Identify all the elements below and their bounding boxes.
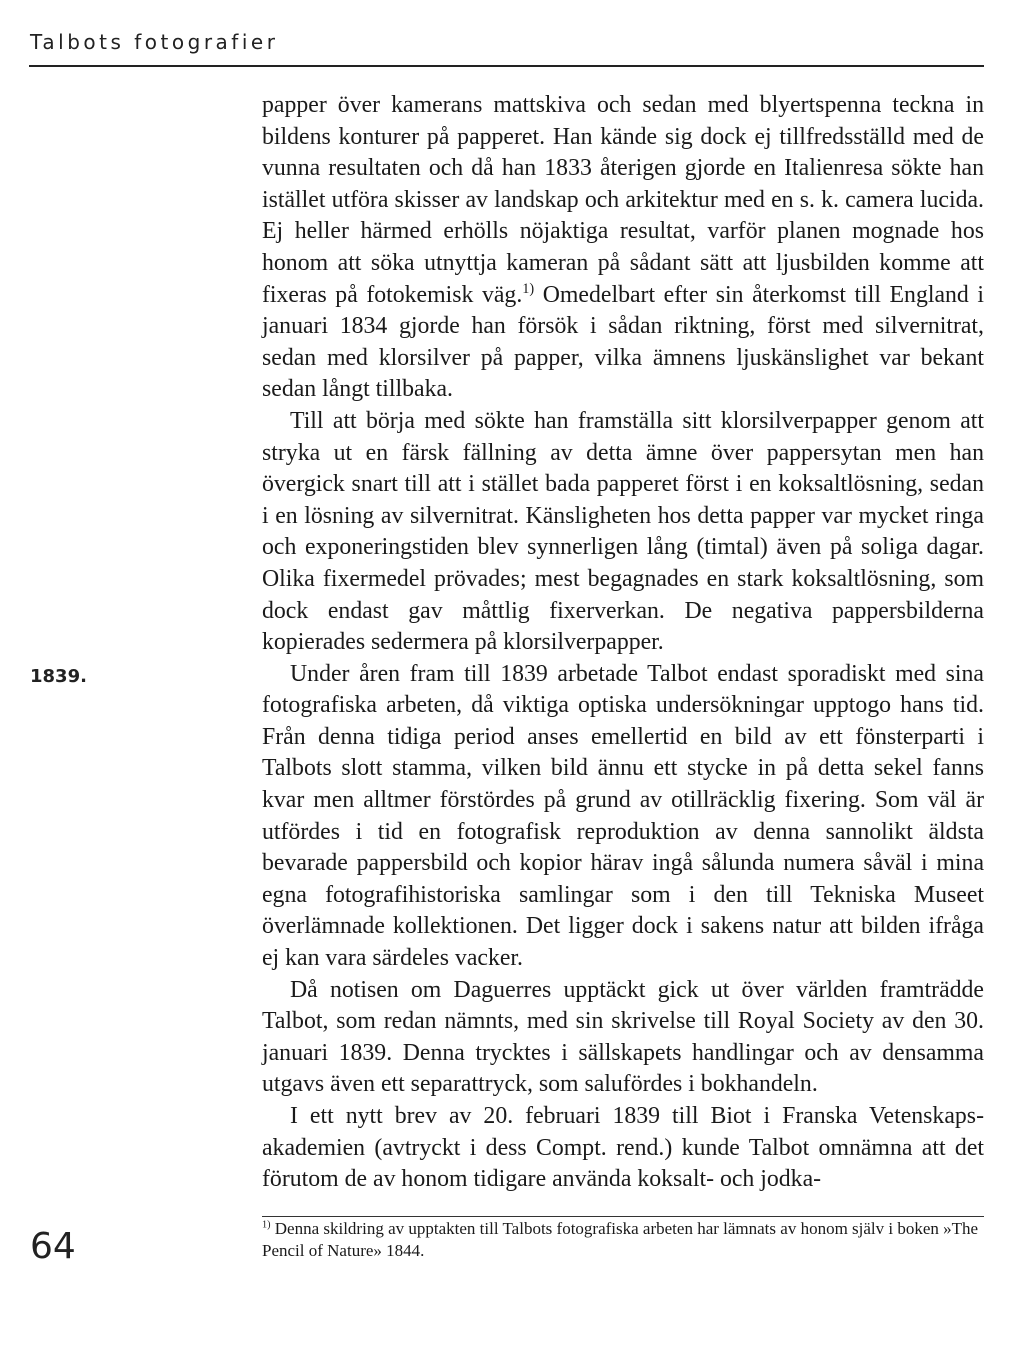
page-number: 64 xyxy=(30,1226,76,1267)
footnote-marker: 1) xyxy=(262,1219,271,1231)
paragraph-text: papper över kamerans mattskiva och sedan med blyertspenna teckna in bildens konturer på papperet. Han kände sig dock ej tillfredsställd med de vunna resultaten och då han 1833 återigen gjorde en Italienresa sökte han istället utföra skisser av landskap och arkitektur med en s. k. camera lucida. Ej heller härmed erhölls nöjaktiga resultat, varför planen mognade hos honom att söka utnyttja kameran på sådant sätt att ljusbilden komme att fixeras på fotokemisk väg. xyxy=(262,92,984,308)
paragraph: I ett nytt brev av 20. februari 1839 till Biot i Franska Vetenskapsakademien (avtryckt i dess Compt. rend.) kunde Talbot omnämna att det förutom de av honom tidigare använda koksalt- och jodka- xyxy=(262,1103,984,1193)
footnote-text: Denna skildring av upptakten till Talbots fotografiska arbeten har lämnats av honom själv i boken »The Pencil of Nature» 1844. xyxy=(262,1219,979,1260)
paragraph-text: Omedelbart efter sin återkomst till England i januari 1834 gjorde han försök i sådan riktning, först med silvernitrat, sedan med klorsilver på papper, vilka ämnens ljuskänslighet var bekant sedan långt tillbaka. xyxy=(262,281,984,403)
body-text xyxy=(262,90,984,1196)
header-rule xyxy=(29,65,984,67)
footnote-reference: 1) xyxy=(522,280,535,297)
footnote-rule xyxy=(262,1216,984,1217)
footnote xyxy=(262,1218,984,1262)
paragraph: Under åren fram till 1839 arbetade Talbot endast sporadiskt med sina fotografiska arbeten, då viktiga optiska undersökningar upptogo hans tid. Från denna tidiga period anses emellertid en bild av ett fönsterparti i Talbots slott stamma, vilken bild ännu ett stycke in på detta sekel fanns kvar men alltmer förstördes på grund av otillräcklig fixering. Som väl är utfördes i tid en fotografisk reproduktion av denna sannolikt äldsta bevarade pappersbild och kopior härav ingå sålunda numera såväl i mina egna fotografihistoriska samlingar som i den till Tekniska Museet överlämnade kollektionen. Det ligger dock i sakens natur att bilden ifråga ej kan vara särdeles vacker. xyxy=(262,660,984,972)
paragraph xyxy=(262,90,984,406)
margin-year-note: 1839. xyxy=(30,666,87,687)
paragraph: Till att börja med sökte han framställa sitt klorsilverpapper genom att stryka ut en färsk fällning av detta ämne över pappersytan men han övergick snart till att i stället bada papperet först i en koksaltlösning, sedan i en lösning av silvernitrat. Känsligheten hos detta papper var mycket ringa och exponeringstiden blev synnerligen lång (timtal) även på soliga dagar. Olika fixermedel prövades; mest begagnades en stark koksaltlösning, som dock endast gav måttlig fixerverkan. De negativa pappersbilderna kopierades sedermera på klorsilverpapper. xyxy=(262,407,984,656)
paragraph: Då notisen om Daguerres upptäckt gick ut över världen framträdde Talbot, som redan nämnts, med sin skrivelse till Royal Society av den 30. januari 1839. Denna trycktes i sällskapets handlingar och av densamma utgavs även ett separattryck, som salufördes i bokhandeln. xyxy=(262,976,984,1098)
running-title: Talbots fotografier xyxy=(30,30,279,54)
